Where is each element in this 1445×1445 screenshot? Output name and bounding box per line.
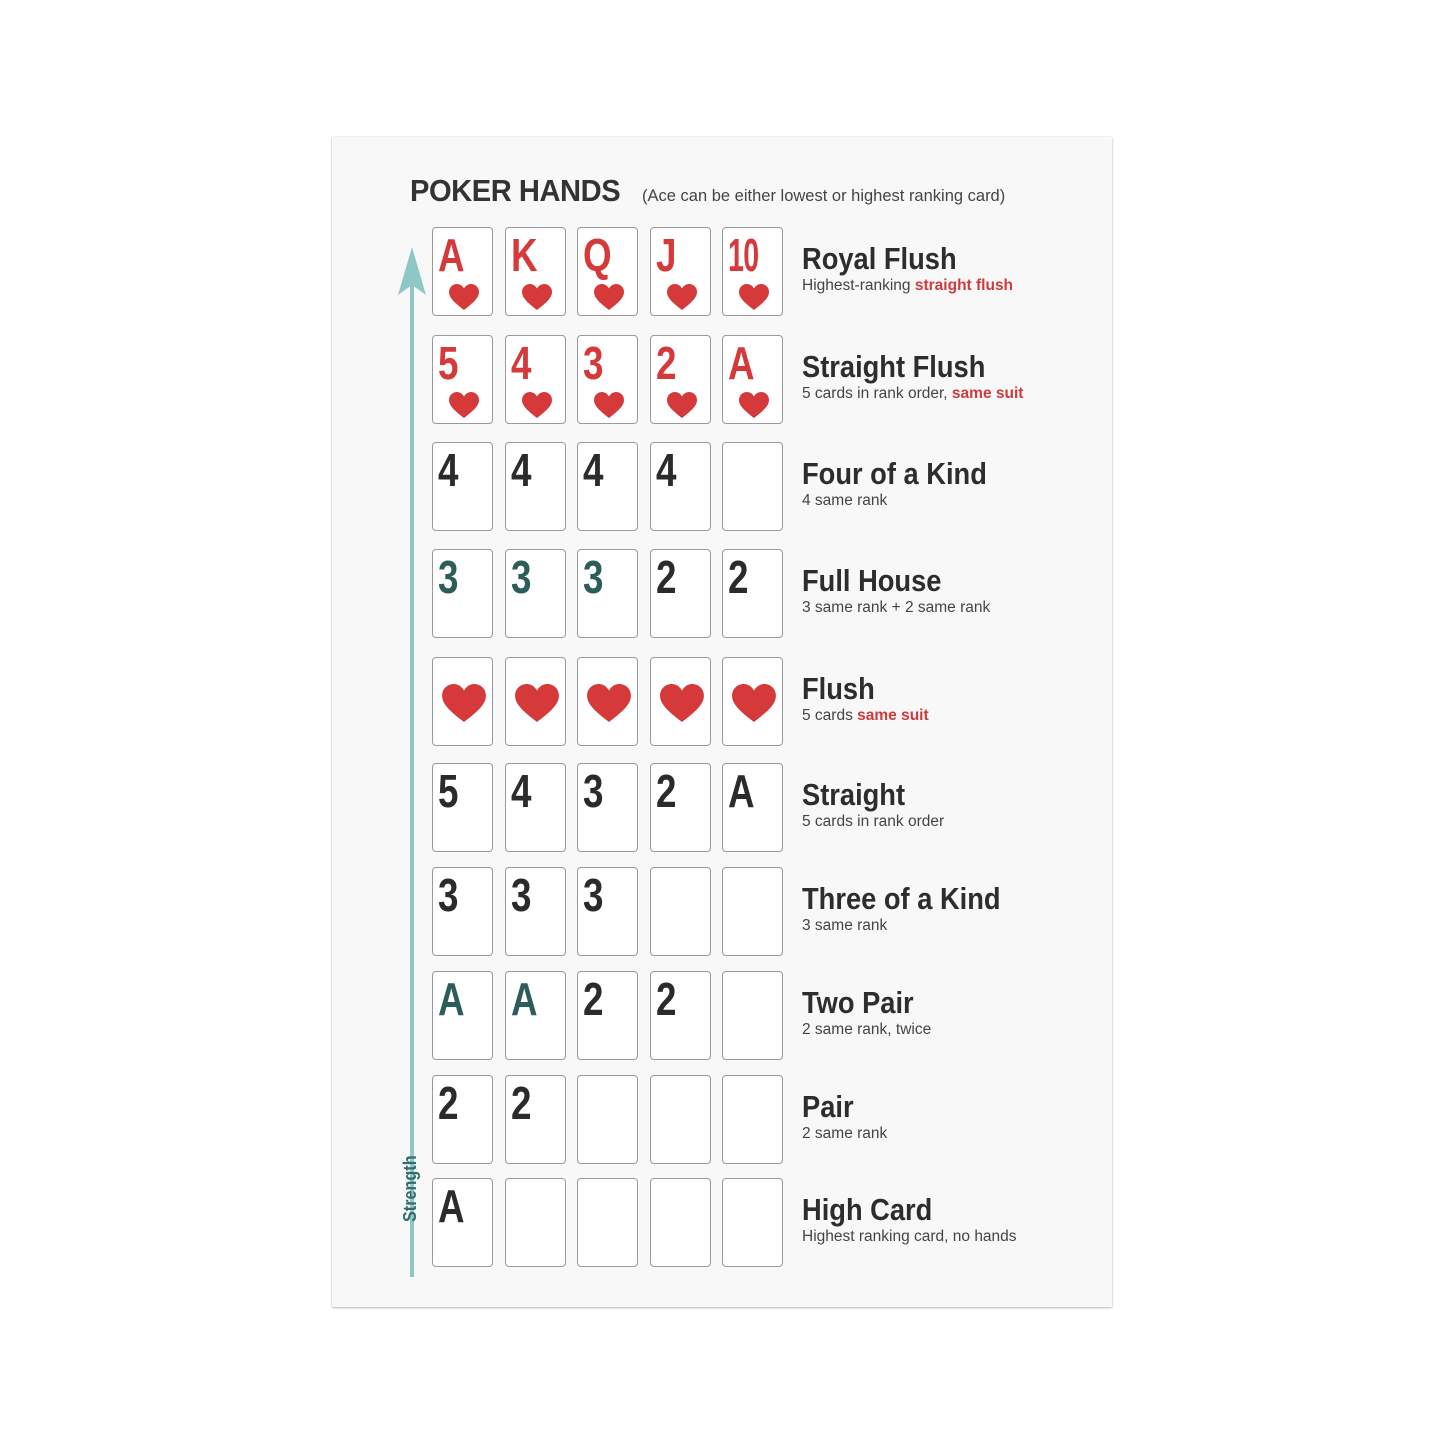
playing-card bbox=[432, 549, 493, 638]
playing-card bbox=[577, 227, 638, 316]
playing-card bbox=[577, 867, 638, 956]
poster-title bbox=[410, 173, 1005, 209]
card-rank: 10 bbox=[728, 229, 759, 281]
playing-card bbox=[577, 335, 638, 424]
playing-card bbox=[505, 442, 566, 531]
hand-description-text: 3 same rank + 2 same rank bbox=[802, 599, 991, 616]
playing-card bbox=[432, 657, 493, 746]
card-rank: 2 bbox=[438, 1077, 458, 1129]
card-rank: 2 bbox=[728, 551, 748, 603]
card-rank: Q bbox=[583, 229, 611, 281]
heart-icon bbox=[442, 684, 486, 722]
hand-name: Pair bbox=[802, 1089, 854, 1124]
playing-card bbox=[505, 867, 566, 956]
hand-description-text: 2 same rank, twice bbox=[802, 1021, 932, 1038]
hand-description bbox=[802, 1125, 887, 1143]
playing-card bbox=[650, 657, 711, 746]
hand-description bbox=[802, 813, 944, 831]
playing-card bbox=[505, 549, 566, 638]
hand-row bbox=[432, 549, 1092, 641]
card-rank: 4 bbox=[583, 444, 603, 496]
heart-icon bbox=[667, 392, 697, 418]
card-rank: 2 bbox=[583, 973, 603, 1025]
card-rank: 3 bbox=[510, 869, 531, 921]
playing-card bbox=[722, 227, 783, 316]
hand-description bbox=[802, 277, 1013, 295]
playing-card bbox=[432, 1178, 493, 1267]
playing-card bbox=[577, 1178, 638, 1267]
card-rank: 3 bbox=[583, 551, 603, 603]
hand-description-text: 5 cards bbox=[802, 707, 858, 724]
hand-row bbox=[432, 867, 1092, 959]
card-rank: A bbox=[728, 337, 754, 389]
card-rank: A bbox=[510, 973, 537, 1025]
playing-card bbox=[505, 1178, 566, 1267]
playing-card bbox=[432, 442, 493, 531]
hand-row bbox=[432, 227, 1092, 319]
card-rank: A bbox=[438, 1180, 464, 1232]
playing-card bbox=[432, 227, 493, 316]
hand-row bbox=[432, 1178, 1092, 1270]
hand-name: Royal Flush bbox=[802, 241, 957, 276]
hand-description bbox=[802, 492, 887, 510]
hand-description-text: 3 same rank bbox=[802, 917, 888, 934]
playing-card bbox=[505, 1075, 566, 1164]
card-rank: 3 bbox=[583, 337, 603, 389]
playing-card bbox=[505, 227, 566, 316]
playing-card bbox=[432, 335, 493, 424]
hand-description-text: 5 cards in rank order bbox=[802, 813, 945, 830]
hand-name: Full House bbox=[802, 563, 942, 598]
card-rank: 3 bbox=[438, 869, 458, 921]
playing-card bbox=[432, 1075, 493, 1164]
playing-card bbox=[650, 549, 711, 638]
playing-card bbox=[432, 971, 493, 1060]
heart-icon bbox=[732, 684, 776, 722]
card-rank: 3 bbox=[583, 765, 603, 817]
card-rank: 3 bbox=[438, 551, 458, 603]
hand-name: Flush bbox=[802, 671, 875, 706]
playing-card bbox=[650, 867, 711, 956]
card-rank: 4 bbox=[510, 337, 531, 389]
playing-card bbox=[722, 657, 783, 746]
heart-icon bbox=[739, 284, 769, 310]
heart-icon bbox=[667, 284, 697, 310]
card-rank: 2 bbox=[510, 1077, 531, 1129]
heart-icon bbox=[522, 284, 552, 310]
playing-card bbox=[650, 1075, 711, 1164]
subtitle-text: (Ace can be either lowest or highest ranking card) bbox=[642, 187, 1006, 205]
playing-card bbox=[577, 1075, 638, 1164]
heart-icon bbox=[660, 684, 704, 722]
hand-description-highlight: straight flush bbox=[914, 277, 1014, 294]
card-rank: 4 bbox=[438, 444, 458, 496]
card-rank: 3 bbox=[583, 869, 603, 921]
strength-axis-label: Strength bbox=[400, 1155, 420, 1222]
hand-description-text: 4 same rank bbox=[802, 492, 888, 509]
hand-description bbox=[802, 1021, 931, 1039]
hand-description bbox=[802, 1228, 1017, 1246]
card-rank: 3 bbox=[510, 551, 531, 603]
playing-card bbox=[722, 335, 783, 424]
hand-description bbox=[802, 385, 1023, 403]
playing-card bbox=[505, 335, 566, 424]
card-rank: K bbox=[510, 229, 537, 281]
playing-card bbox=[650, 442, 711, 531]
hand-row bbox=[432, 657, 1092, 749]
hand-description bbox=[802, 599, 990, 617]
playing-card bbox=[577, 971, 638, 1060]
hand-description bbox=[802, 917, 887, 935]
card-rank: 4 bbox=[510, 765, 531, 817]
playing-card bbox=[577, 549, 638, 638]
title-text: POKER HANDS bbox=[410, 173, 621, 208]
playing-card bbox=[650, 971, 711, 1060]
hand-description-text: 2 same rank bbox=[802, 1125, 888, 1142]
playing-card bbox=[722, 1075, 783, 1164]
hand-description-text: Highest ranking card, no hands bbox=[802, 1228, 1017, 1245]
card-rank: 5 bbox=[438, 765, 458, 817]
hand-name: Straight bbox=[802, 777, 906, 812]
card-rank: A bbox=[728, 765, 754, 817]
hand-name: High Card bbox=[802, 1192, 933, 1227]
hand-name: Straight Flush bbox=[802, 349, 986, 384]
playing-card bbox=[722, 442, 783, 531]
hand-name: Three of a Kind bbox=[802, 881, 1001, 916]
card-rank: A bbox=[438, 229, 464, 281]
hand-row bbox=[432, 335, 1092, 427]
playing-card bbox=[650, 1178, 711, 1267]
hand-row bbox=[432, 1075, 1092, 1167]
playing-card bbox=[722, 867, 783, 956]
playing-card bbox=[722, 549, 783, 638]
hand-description-highlight: same suit bbox=[857, 707, 929, 724]
hand-description bbox=[802, 707, 929, 725]
playing-card bbox=[722, 971, 783, 1060]
playing-card bbox=[432, 867, 493, 956]
card-rank: 4 bbox=[655, 444, 676, 496]
playing-card bbox=[577, 763, 638, 852]
hand-row bbox=[432, 763, 1092, 855]
heart-icon bbox=[522, 392, 552, 418]
heart-icon bbox=[449, 392, 479, 418]
hand-row bbox=[432, 442, 1092, 534]
playing-card bbox=[432, 763, 493, 852]
heart-icon bbox=[739, 392, 769, 418]
hand-name: Two Pair bbox=[802, 985, 914, 1020]
playing-card bbox=[577, 442, 638, 531]
card-rank: 2 bbox=[655, 551, 676, 603]
card-rank: J bbox=[655, 229, 676, 281]
hand-description-highlight: same suit bbox=[951, 385, 1024, 402]
card-rank: A bbox=[438, 973, 464, 1025]
playing-card bbox=[650, 227, 711, 316]
playing-card bbox=[722, 763, 783, 852]
playing-card bbox=[505, 657, 566, 746]
playing-card bbox=[650, 763, 711, 852]
card-rank: 5 bbox=[438, 337, 458, 389]
poker-hands-poster bbox=[332, 137, 1112, 1307]
hand-row bbox=[432, 971, 1092, 1063]
hand-description-text: Highest-ranking bbox=[802, 277, 915, 294]
card-rank: 2 bbox=[655, 765, 676, 817]
card-rank: 2 bbox=[655, 337, 676, 389]
playing-card bbox=[505, 971, 566, 1060]
hand-description-text: 5 cards in rank order, bbox=[802, 385, 952, 402]
playing-card bbox=[577, 657, 638, 746]
heart-icon bbox=[594, 392, 624, 418]
hand-name: Four of a Kind bbox=[802, 456, 987, 491]
heart-icon bbox=[587, 684, 631, 722]
heart-icon bbox=[594, 284, 624, 310]
playing-card bbox=[650, 335, 711, 424]
playing-card bbox=[722, 1178, 783, 1267]
heart-icon bbox=[449, 284, 479, 310]
card-rank: 2 bbox=[655, 973, 676, 1025]
strength-arrow-icon bbox=[396, 247, 428, 1277]
playing-card bbox=[505, 763, 566, 852]
card-rank: 4 bbox=[510, 444, 531, 496]
heart-icon bbox=[515, 684, 559, 722]
